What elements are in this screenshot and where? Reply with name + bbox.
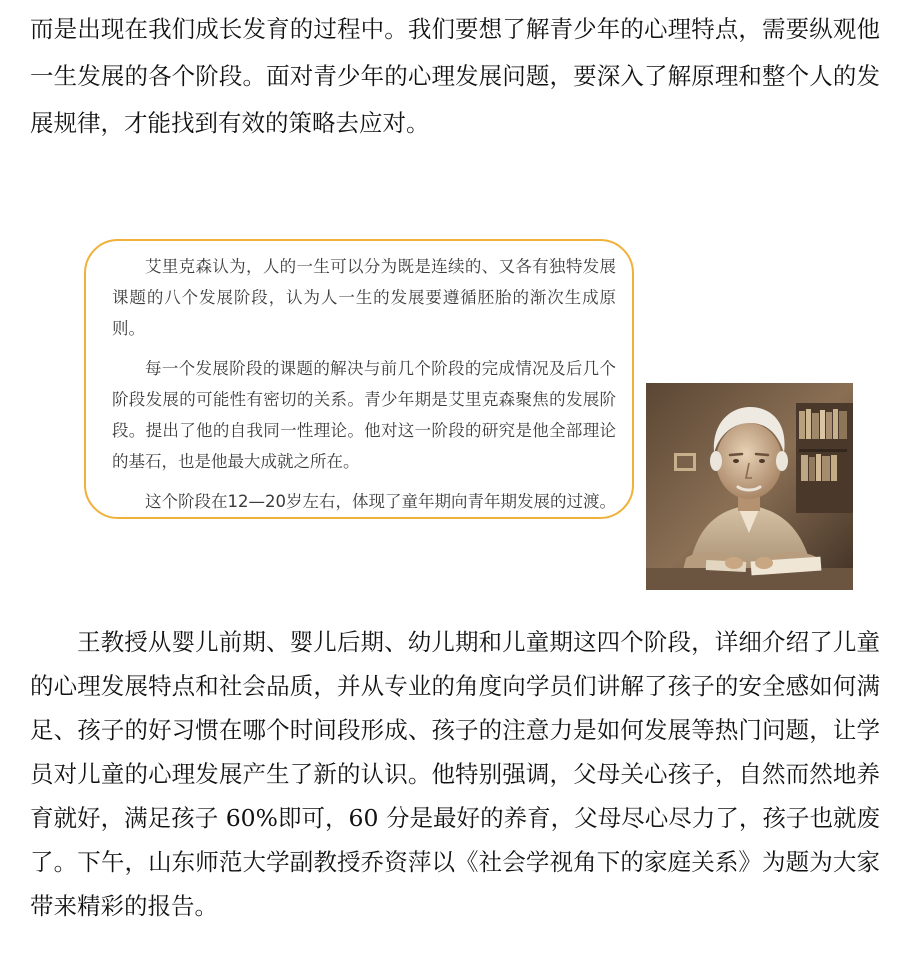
intro-paragraph: 而是出现在我们成长发育的过程中。我们要想了解青少年的心理特点，需要纵观他一生发展的各个阶段。面对青少年的心理发展问题，要深入了解原理和整个人的发展规律，才能找到有效的策略去应对。 — [30, 15, 880, 137]
erikson-callout-box — [84, 239, 634, 519]
erikson-portrait-photo — [646, 383, 853, 590]
callout-paragraph-3: 这个阶段在12—20岁左右，体现了童年期向青年期发展的过渡。 — [145, 492, 616, 511]
callout-paragraph-1: 艾里克森认为，人的一生可以分为既是连续的、又各有独特发展课题的八个发展阶段，认为人一生的发展要遵循胚胎的渐次生成原则。 — [112, 257, 616, 338]
callout-paragraph-2: 每一个发展阶段的课题的解决与前几个阶段的完成情况及后几个阶段发展的可能性有密切的关系。青少年期是艾里克森聚焦的发展阶段。提出了他的自我同一性理论。他对这一阶段的研究是他全部理论的基石，也是他最大成就之所在。 — [112, 359, 616, 471]
main-paragraph: 王教授从婴儿前期、婴儿后期、幼儿期和儿童期这四个阶段，详细介绍了儿童的心理发展特点和社会品质，并从专业的角度向学员们讲解了孩子的安全感如何满足、孩子的好习惯在哪个时间段形成、孩子的注意力是如何发展等热门问题，让学员对儿童的心理发展产生了新的认识。他特别强调，父母关心孩子，自然而然地养育就好，满足孩子 60%即可，60 分是最好的养育，父母尽心尽力了，孩子也就废了。下午，山东师范大学副教授乔资萍以《社会学视角下的家庭关系》为题为大家带来精彩的报告。 — [30, 628, 880, 920]
